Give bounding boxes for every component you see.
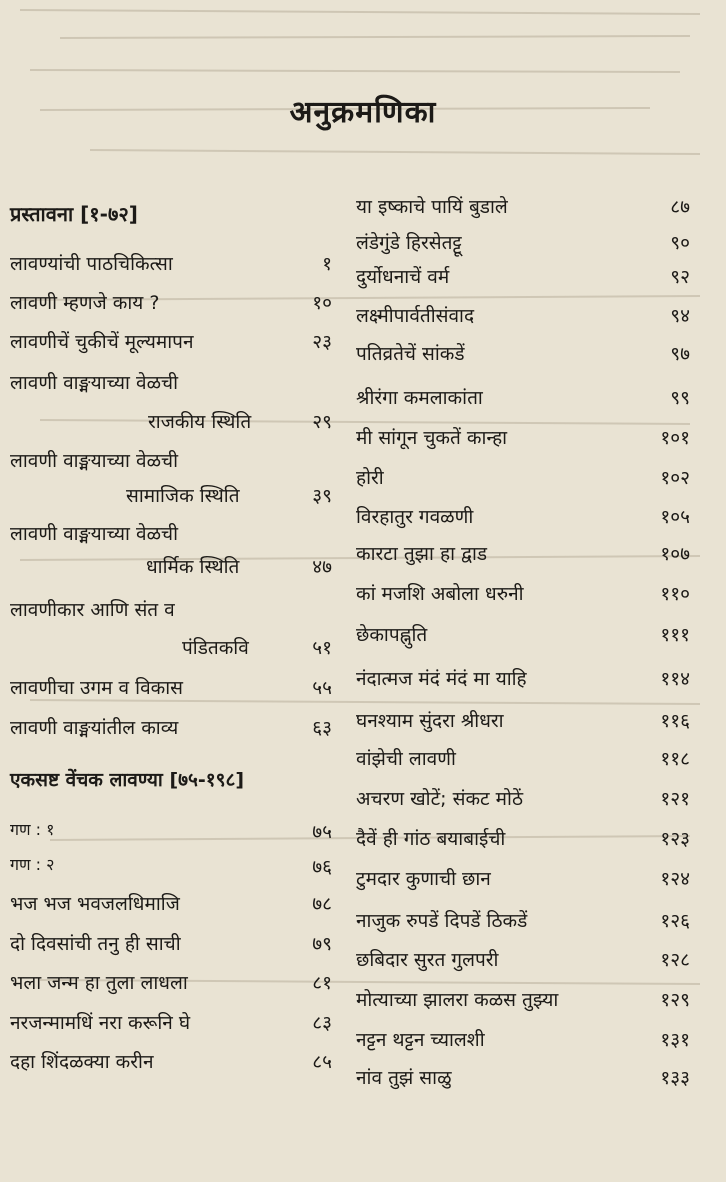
toc-entry bbox=[356, 785, 690, 815]
toc-entry bbox=[356, 424, 690, 454]
toc-entry-title: लावणी वाङ्मयाच्या वेळची bbox=[10, 523, 179, 545]
toc-entry-page: ५१ bbox=[312, 637, 332, 659]
toc-entry-title: छेकापह्नुति bbox=[356, 624, 428, 646]
toc-entry bbox=[356, 503, 690, 533]
toc-entry bbox=[356, 263, 690, 293]
toc-entry-title: होरी bbox=[356, 467, 384, 489]
toc-entry bbox=[10, 714, 332, 744]
toc-entry bbox=[356, 907, 690, 937]
toc-entry bbox=[356, 865, 690, 895]
toc-entry bbox=[10, 890, 332, 920]
toc-entry-title: नाजुक रुपडें दिपडें ठिकडें bbox=[356, 910, 528, 932]
toc-entry-page: ८७ bbox=[670, 196, 690, 218]
toc-entry bbox=[10, 969, 332, 999]
toc-entry-title: भज भज भवजलधिमाजि bbox=[10, 893, 180, 915]
toc-entry bbox=[10, 369, 332, 433]
toc-entry-title: टुमदार कुणाची छान bbox=[356, 868, 491, 890]
toc-entry-page: १३१ bbox=[660, 1029, 690, 1051]
toc-entry-title: घनश्याम सुंदरा श्रीधरा bbox=[356, 710, 504, 732]
toc-entry-title: मी सांगून चुकतें कान्हा bbox=[356, 427, 508, 449]
toc-entry-page: ७६ bbox=[312, 856, 332, 878]
toc-entry-page: १ bbox=[322, 253, 332, 275]
toc-entry-page: ५५ bbox=[312, 677, 332, 699]
toc-entry-page: ९४ bbox=[670, 305, 690, 327]
toc-entry bbox=[356, 946, 690, 976]
toc-entry-title: लावणी वाङ्मयांतील काव्य bbox=[10, 717, 179, 739]
toc-entry-page: ९० bbox=[670, 232, 690, 254]
toc-entry-page: १२८ bbox=[660, 949, 690, 971]
toc-section-label: प्रस्तावना [१-७२] bbox=[10, 202, 138, 226]
toc-entry-page: ७५ bbox=[312, 821, 332, 843]
toc-entry bbox=[356, 825, 690, 855]
toc-entry bbox=[356, 384, 690, 414]
toc-entry-title: वांझेची लावणी bbox=[356, 748, 456, 770]
toc-entry bbox=[10, 596, 332, 659]
toc-entry bbox=[356, 986, 690, 1016]
toc-entry-page: ४७ bbox=[312, 556, 332, 578]
toc-entry bbox=[10, 853, 332, 883]
toc-entry-title: दुर्योधनाचें वर्म bbox=[356, 266, 450, 288]
toc-entry-page: ८१ bbox=[312, 972, 332, 994]
toc-entry-title: गण : १ bbox=[10, 820, 55, 839]
toc-entry-page: १०७ bbox=[660, 543, 690, 565]
toc-entry-title: लावणी म्हणजे काय ? bbox=[10, 292, 160, 314]
toc-entry-title: दो दिवसांची तनु ही साची bbox=[10, 933, 181, 955]
toc-entry bbox=[10, 289, 332, 319]
toc-entry-title: या इष्काचे पायिं बुडाले bbox=[356, 196, 508, 218]
toc-entry-page: ७९ bbox=[312, 933, 332, 955]
toc-entry bbox=[10, 1009, 332, 1039]
toc-entry-title: अचरण खोटें; संकट मोठें bbox=[356, 788, 523, 810]
toc-entry bbox=[356, 302, 690, 332]
toc-entry bbox=[356, 745, 690, 775]
toc-entry-page: १०५ bbox=[660, 506, 690, 528]
toc-entry-title: नट्टन थट्टन च्यालशी bbox=[356, 1029, 485, 1051]
toc-entry-page: ११४ bbox=[660, 668, 690, 690]
toc-entry-title: नरजन्मामधिं नरा करूनि घे bbox=[10, 1012, 191, 1034]
toc-entry bbox=[10, 447, 332, 507]
toc-entry-page: १०२ bbox=[660, 467, 690, 489]
toc-entry bbox=[10, 1048, 332, 1078]
toc-entry-page: २३ bbox=[312, 331, 332, 353]
toc-entry bbox=[10, 520, 332, 578]
toc-entry-page: १११ bbox=[660, 624, 690, 646]
toc-entry-page: २९ bbox=[312, 411, 332, 433]
toc-entry bbox=[356, 464, 690, 494]
toc-entry-page: ११८ bbox=[660, 748, 690, 770]
toc-entry bbox=[10, 818, 332, 848]
toc-entry-title: भला जन्म हा तुला लाधला bbox=[10, 972, 188, 994]
toc-entry-page: ९२ bbox=[670, 266, 690, 288]
toc-entry bbox=[10, 674, 332, 704]
toc-entry bbox=[356, 229, 690, 259]
toc-entry-title: लावण्यांची पाठचिकित्सा bbox=[10, 253, 173, 275]
toc-entry bbox=[356, 707, 690, 737]
toc-entry-page: १२१ bbox=[660, 788, 690, 810]
toc-entry-page: ९७ bbox=[670, 343, 690, 365]
toc-entry bbox=[356, 1026, 690, 1056]
toc-entry-title: दहा शिंदळक्या करीन bbox=[10, 1051, 154, 1073]
toc-entry-title: लावणीकार आणि संत व bbox=[10, 599, 175, 621]
toc-entry-page: १०१ bbox=[660, 427, 690, 449]
toc-section-heading bbox=[10, 200, 332, 230]
toc-entry-title: कां मजशि अबोला धरुनी bbox=[356, 583, 524, 605]
toc-entry-title: लावणीचें चुकीचें मूल्यमापन bbox=[10, 331, 194, 353]
toc-entry-page: ८३ bbox=[312, 1012, 332, 1034]
toc-entry-title: मोत्याच्या झालरा कळस तुझ्या bbox=[356, 989, 559, 1011]
toc-entry-title: नांव तुझं साळु bbox=[356, 1067, 452, 1089]
toc-entry-page: ८५ bbox=[312, 1051, 332, 1073]
toc-entry-title: लंडेगुंडे हिरसेतट्टू bbox=[356, 232, 462, 254]
toc-entry-page: ११० bbox=[660, 583, 690, 605]
toc-entry bbox=[10, 930, 332, 960]
toc-entry-title: छबिदार सुरत गुलपरी bbox=[356, 949, 499, 971]
toc-entry-title: लावणी वाङ्मयाच्या वेळची bbox=[10, 372, 179, 394]
toc-entry-title: लावणी वाङ्मयाच्या वेळची bbox=[10, 450, 179, 472]
toc-section-heading bbox=[10, 766, 332, 796]
toc-entry-title: विरहातुर गवळणी bbox=[356, 506, 474, 528]
toc-entry-page: १० bbox=[312, 292, 332, 314]
toc-entry bbox=[10, 250, 332, 280]
toc-entry-title: गण : २ bbox=[10, 855, 55, 874]
page-title: अनुक्रमणिका bbox=[289, 95, 437, 130]
toc-entry bbox=[10, 328, 332, 358]
toc-entry-page: १२६ bbox=[660, 910, 690, 932]
toc-entry-title-continued: धार्मिक स्थिति bbox=[146, 556, 240, 578]
toc-entry-title: पतिव्रतेचें सांकडें bbox=[356, 343, 465, 365]
toc-entry-title: दैवें ही गांठ बयाबाईची bbox=[356, 828, 506, 850]
toc-entry-title-continued: राजकीय स्थिति bbox=[148, 411, 252, 433]
toc-entry bbox=[356, 665, 690, 695]
toc-entry-page: १२४ bbox=[660, 868, 690, 890]
toc-entry-title: नंदात्मज मंदं मंदं मा याहि bbox=[356, 668, 527, 690]
toc-entry-title: लक्ष्मीपार्वतीसंवाद bbox=[356, 305, 475, 327]
toc-entry-page: ११६ bbox=[660, 710, 690, 732]
toc-entry bbox=[356, 580, 690, 610]
toc-entry-page: ७८ bbox=[312, 893, 332, 915]
toc-entry bbox=[356, 193, 690, 223]
toc-entry-page: १३३ bbox=[660, 1067, 690, 1089]
toc-entry-page: ३९ bbox=[312, 485, 332, 507]
toc-entry-page: ६३ bbox=[312, 717, 332, 739]
toc-entry-title-continued: सामाजिक स्थिति bbox=[126, 485, 240, 507]
toc-entry bbox=[356, 621, 690, 651]
toc-entry-title-continued: पंडितकवि bbox=[182, 637, 249, 659]
toc-entry-page: १२९ bbox=[660, 989, 690, 1011]
toc-entry-page: १२३ bbox=[660, 828, 690, 850]
toc-section-label: एकसष्ट वेंचक लावण्या [७५-१९८] bbox=[10, 769, 245, 791]
toc-entry-title: कारटा तुझा हा द्वाड bbox=[356, 543, 488, 565]
toc-entry bbox=[356, 540, 690, 570]
toc-entry-title: लावणीचा उगम व विकास bbox=[10, 677, 184, 699]
toc-entry-page: ९९ bbox=[670, 387, 690, 409]
toc-entry bbox=[356, 1064, 690, 1094]
toc-entry-title: श्रीरंगा कमलाकांता bbox=[356, 387, 483, 409]
toc-entry bbox=[356, 340, 690, 370]
